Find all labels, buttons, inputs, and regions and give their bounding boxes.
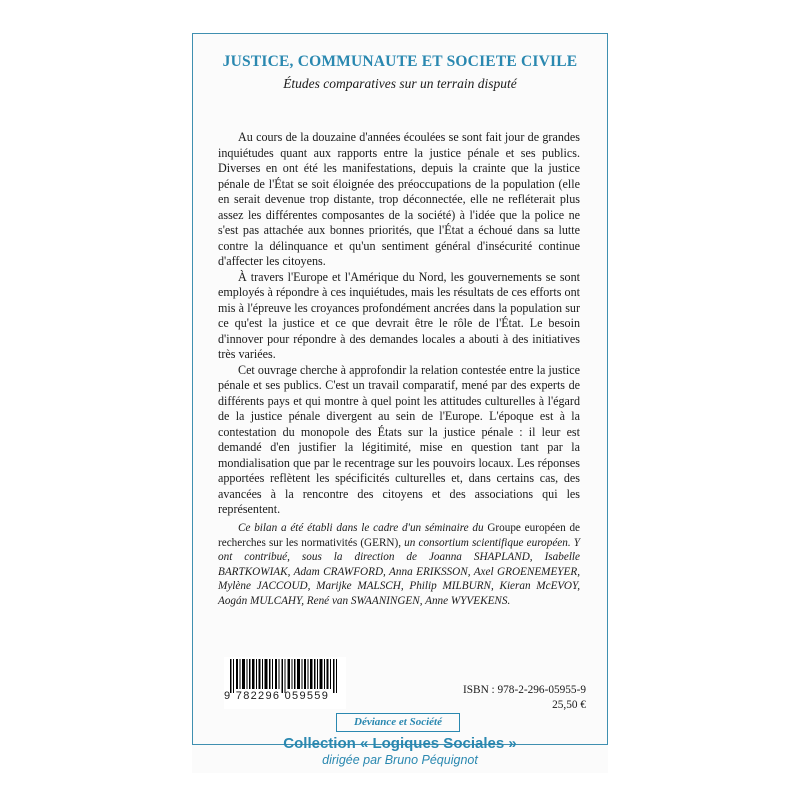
blurb-paragraph-1: Au cours de la douzaine d'années écoulées se sont fait jour de grandes inquiétudes quant aux rapports entre la justice pénale et ses publics. Diverses en ont été les manifestations, depuis la crainte que la justice pénale de l'État se soit éloignée des préoccupations de la population (elle en serait devenue trop distante, trop déconnectée, elle ne refléterait plus assez les différentes composantes de la société) à l'idée que la police ne s'est pas attachée aux bonnes priorités, que l'État a échoué dans sa lutte contre la délinquance et qu'un sentiment général d'insécurité continue d'affecter les citoyens. [218,130,580,268]
credits-intro: Ce bilan a été établi dans le cadre d'un séminaire du [238,522,484,534]
isbn-number: ISBN : 978-2-296-05955-9 [462,684,586,696]
price: 25,50 € [552,699,586,711]
collection-name: Collection « Logiques Sociales » [283,735,517,752]
credits-group: Groupe européen de recherches sur les normativités (GERN), [218,522,580,549]
book-subtitle: Études comparatives sur un terrain disputé [283,76,517,91]
isbn-block [440,683,586,713]
book-title: JUSTICE, COMMUNAUTE ET SOCIETE CIVILE [222,53,578,70]
collection-director: dirigée par Bruno Péquignot [322,753,478,767]
blurb [218,130,580,518]
credits-contributors: un consortium scientifique européen. Y ont contribué, sous la direction de Joanna SHAPLAND, Isabelle BARTKOWIAK, Adam CRAWFORD, Anna ERIKSSON, Axel GROENEMEYER, Mylène JACCOUD, Marijke MALSCH, Philip MILBURN, Kieran McEVOY, Aogán MULCAHY, René van SWAANINGEN, Anne WYVEKENS. [218,536,580,607]
barcode-number: 9 782296 059559 [224,690,330,702]
contributors-note [218,521,580,609]
barcode-bars [230,659,340,693]
blurb-paragraph-2: À travers l'Europe et l'Amérique du Nord, les gouvernements se sont employés à répondre à ces inquiétudes, mais les résultats de ces efforts ont mis à l'épreuve les croyances profondément ancrées dans la population sur ce qu'est la justice et ce que devrait être le rôle de l'État. Le besoin d'innover pour répondre à des demandes locales a abouti à des initiatives très variées. [218,269,580,361]
blurb-paragraph-3: Cet ouvrage cherche à approfondir la relation contestée entre la justice pénale et ses publics. C'est un travail comparatif, mené par des experts de différents pays et qui montre à quel point les attitudes culturelles à l'égard de la justice pénale divergent au sein de l'Europe. L'époque est à la contestation du monopole des États sur la justice pénale : il leur est demandé d'en justifier la légitimité, mise en question tant par la mondialisation que par le recentrage sur les pouvoirs locaux. Les réponses apportées reflètent les spécificités culturelles et, dans certains cas, des avancées à la rencontre des citoyens et des associations qui les représentent. [218,362,580,516]
series-badge: Déviance et Société [336,713,460,732]
